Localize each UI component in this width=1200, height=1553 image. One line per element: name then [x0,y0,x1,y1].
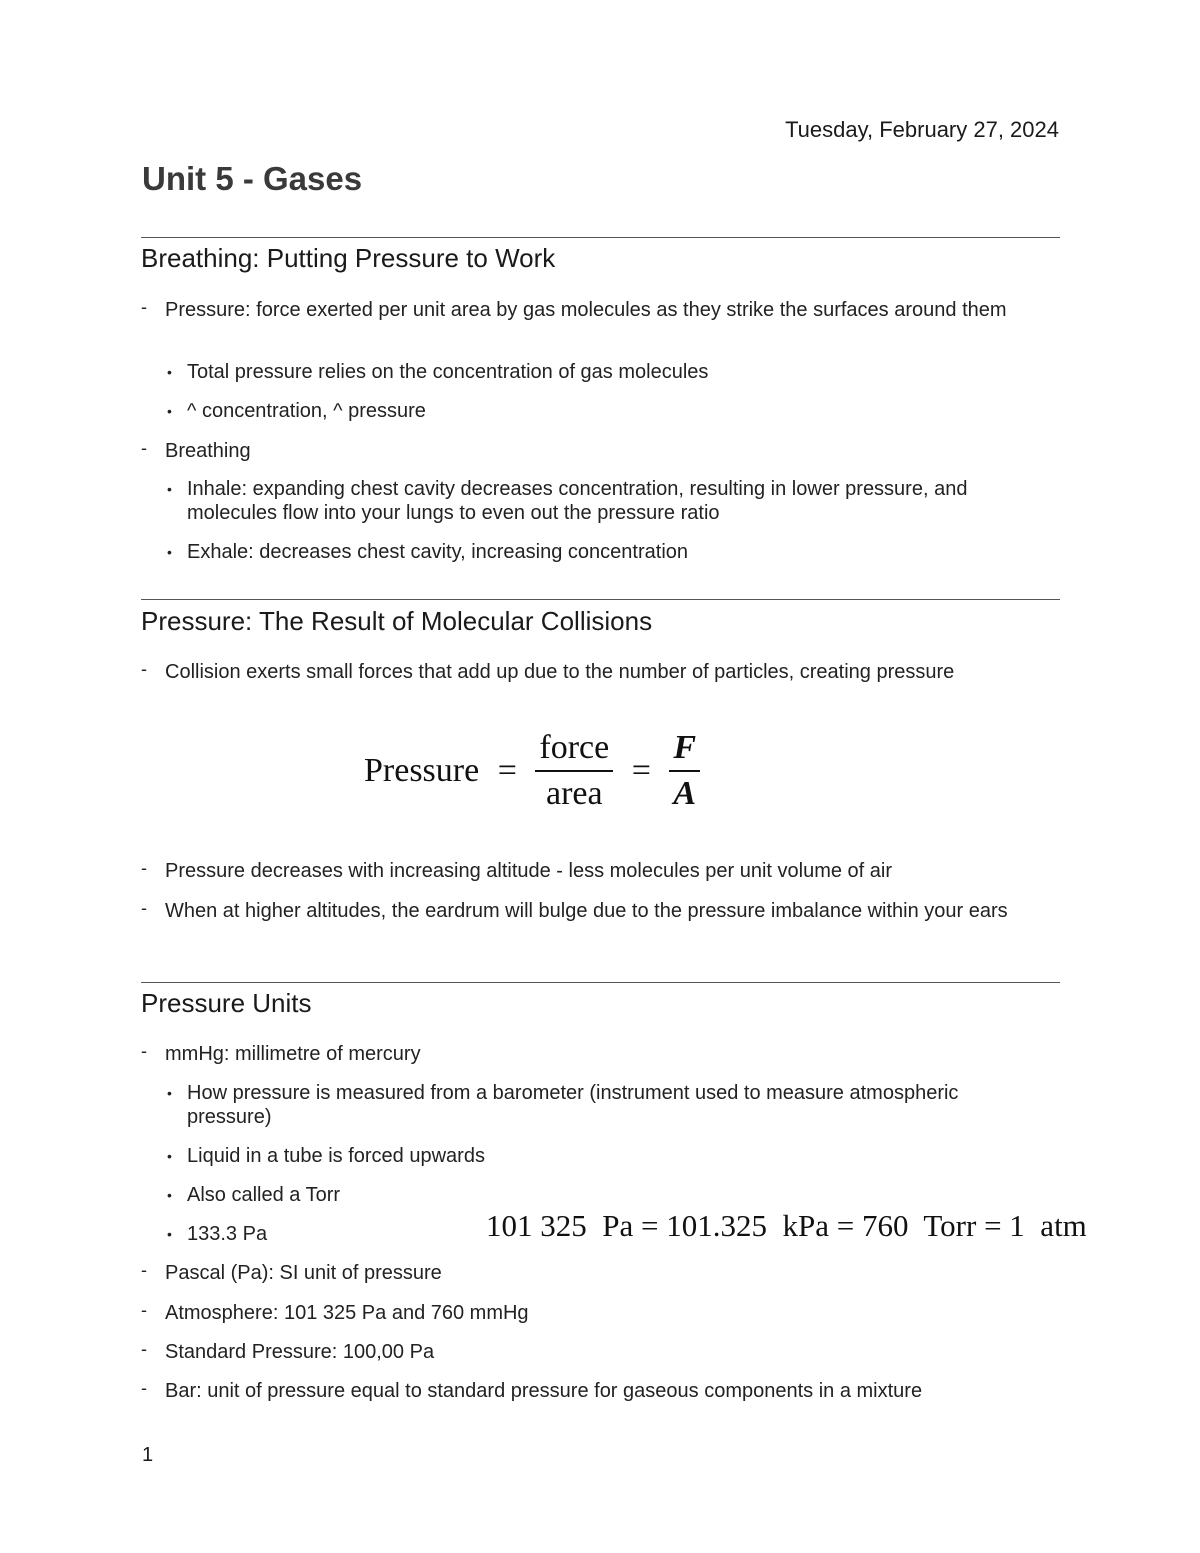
section-divider [141,237,1060,238]
equals-sign: = [497,752,517,789]
list-item: - Collision exerts small forces that add up due to the number of particles, creating pressure [141,659,955,683]
bullet-marker: • [167,1148,172,1164]
list-item: • Inhale: expanding chest cavity decreases concentration, resulting in lower pressure, and molecules flow into your lungs to even out the pressure ratio [167,478,968,524]
list-item: - Pressure: force exerted per unit area by gas molecules as they strike the surfaces around them [141,297,1007,321]
list-item: - Breathing [141,438,251,462]
list-item: - When at higher altitudes, the eardrum will bulge due to the pressure imbalance within your ears [141,898,1008,922]
dash-marker: - [141,1260,147,1280]
unit-conversion-equation: 101 325 Pa = 101.325 kPa = 760 Torr = 1 atm [486,1208,1087,1243]
section-heading-breathing: Breathing: Putting Pressure to Work [141,243,556,273]
list-item: • Total pressure relies on the concentration of gas molecules [167,361,709,383]
equation-lhs: Pressure [364,752,480,789]
page-number: 1 [142,1444,154,1466]
dash-marker: - [141,659,147,679]
list-item: • ^ concentration, ^ pressure [167,400,426,422]
list-item: • Exhale: decreases chest cavity, increasing concentration [167,541,689,563]
list-item: - Pascal (Pa): SI unit of pressure [141,1260,442,1284]
list-item: - Pressure decreases with increasing altitude - less molecules per unit volume of air [141,858,893,882]
list-item: - Bar: unit of pressure equal to standard pressure for gaseous components in a mixture [141,1378,923,1402]
dash-marker: - [141,898,147,918]
dash-marker: - [141,858,147,878]
dash-marker: - [141,1041,147,1061]
fraction-numerator: force [535,728,613,772]
symbol-numerator: F [669,728,700,772]
dash-marker: - [141,1339,147,1359]
dash-marker: - [141,1378,147,1398]
bullet-marker: • [167,364,172,380]
dash-marker: - [141,1300,147,1320]
list-item: - Atmosphere: 101 325 Pa and 760 mmHg [141,1300,529,1324]
bullet-marker: • [167,1187,172,1203]
section-heading-pressure-units: Pressure Units [141,988,312,1018]
section-divider [141,982,1060,983]
bullet-marker: • [167,1226,172,1242]
list-item: • 133.3 Pa [167,1223,268,1245]
fraction-denominator: area [546,775,603,812]
document-title: Unit 5 - Gases [142,160,363,197]
pressure-equation [364,728,700,814]
list-item: • Also called a Torr [167,1184,341,1206]
force-area-fraction [535,728,613,814]
document-date: Tuesday, February 27, 2024 [785,117,1059,142]
list-item: - mmHg: millimetre of mercury [141,1041,421,1065]
bullet-marker: • [167,544,172,560]
bullet-marker: • [167,403,172,419]
list-item: - Standard Pressure: 100,00 Pa [141,1339,435,1363]
bullet-marker: • [167,481,172,497]
symbol-denominator: A [673,775,697,812]
section-divider [141,599,1060,600]
symbol-fraction [669,728,700,814]
list-item: • Liquid in a tube is forced upwards [167,1145,485,1167]
dash-marker: - [141,297,147,317]
equals-sign: = [631,752,651,789]
bullet-marker: • [167,1085,172,1101]
list-item: • How pressure is measured from a barometer (instrument used to measure atmospheric pressure) [167,1082,959,1128]
dash-marker: - [141,438,147,458]
section-heading-collisions: Pressure: The Result of Molecular Collisions [141,606,653,636]
